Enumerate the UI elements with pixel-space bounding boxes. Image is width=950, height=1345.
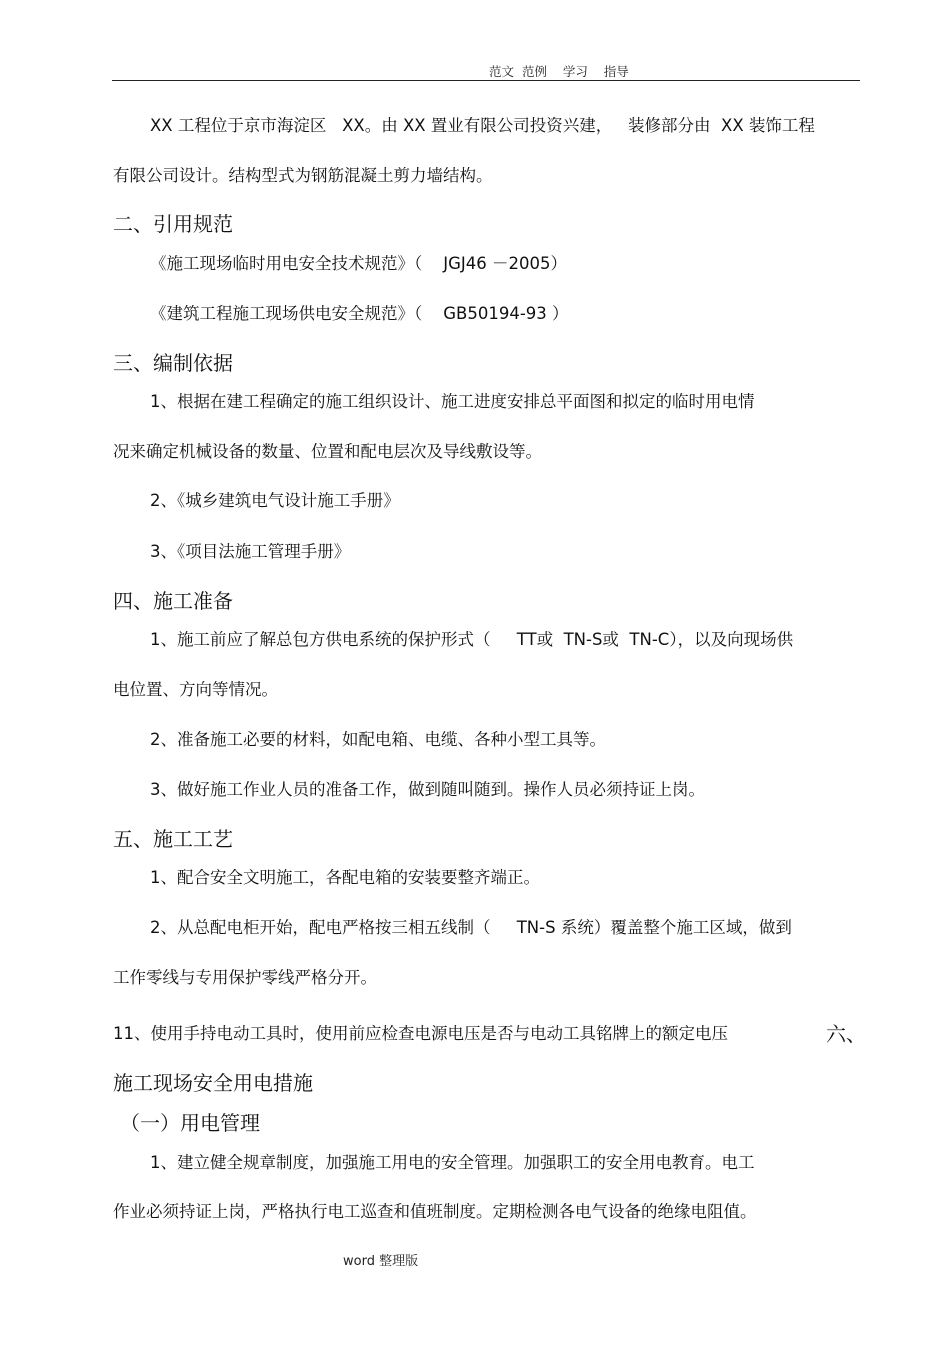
subsection-heading: （一）用电管理	[120, 1111, 260, 1135]
list-item: 3、《项目法施工管理手册》	[150, 542, 351, 561]
paragraph-line: 电位置、方向等情况。	[113, 680, 278, 699]
paragraph-line: 1、建立健全规章制度，加强施工用电的安全管理。加强职工的安全用电教育。电工	[150, 1153, 755, 1172]
list-item: 1、配合安全文明施工，各配电箱的安装要整齐端正。	[150, 868, 540, 887]
section-heading: 二、引用规范	[113, 212, 233, 236]
header-divider	[112, 80, 860, 81]
section-number: 六、	[826, 1022, 866, 1046]
page-footer: word 整理版	[343, 1254, 419, 1269]
paragraph-line: 1、根据在建工程确定的施工组织设计、施工进度安排总平面图和拟定的临时用电情	[150, 392, 755, 411]
list-item: 3、做好施工作业人员的准备工作，做到随叫随到。操作人员必须持证上岗。	[150, 780, 705, 799]
paragraph-line: 作业必须持证上岗，严格执行电工巡查和值班制度。定期检测各电气设备的绝缘电阻值。	[113, 1202, 757, 1221]
section-heading: 五、施工工艺	[113, 827, 233, 851]
paragraph-line: 11、使用手持电动工具时，使用前应检查电源电压是否与电动工具铭牌上的额定电压	[113, 1024, 728, 1043]
list-item: 2、准备施工必要的材料，如配电箱、电缆、各种小型工具等。	[150, 730, 606, 749]
paragraph-line: 1、施工前应了解总包方供电系统的保护形式（ TT或 TN-S或 TN-C），以及向现场供	[150, 630, 794, 649]
paragraph-line: 2、从总配电柜开始，配电严格按三相五线制（ TN-S 系统）覆盖整个施工区域，做到	[150, 918, 792, 937]
list-item: 2、《城乡建筑电气设计施工手册》	[150, 491, 400, 510]
paragraph-line: 况来确定机械设备的数量、位置和配电层次及导线敷设等。	[113, 442, 542, 461]
reference-item: 《施工现场临时用电安全技术规范》（ JGJ46 －2005）	[150, 254, 567, 273]
paragraph-line: XX 工程位于京市海淀区 XX。由 XX 置业有限公司投资兴建， 装修部分由 XX 装饰工程	[150, 116, 815, 135]
paragraph-line: 有限公司设计。结构型式为钢筋混凝土剪力墙结构。	[113, 166, 493, 185]
page-header: 范文 范例 学习 指导	[489, 64, 629, 79]
reference-item: 《建筑工程施工现场供电安全规范》（ GB50194-93 ）	[150, 304, 569, 323]
paragraph-line: 工作零线与专用保护零线严格分开。	[113, 968, 377, 987]
section-heading: 施工现场安全用电措施	[113, 1071, 313, 1095]
section-heading: 三、编制依据	[113, 351, 233, 375]
section-heading: 四、施工准备	[113, 589, 233, 613]
